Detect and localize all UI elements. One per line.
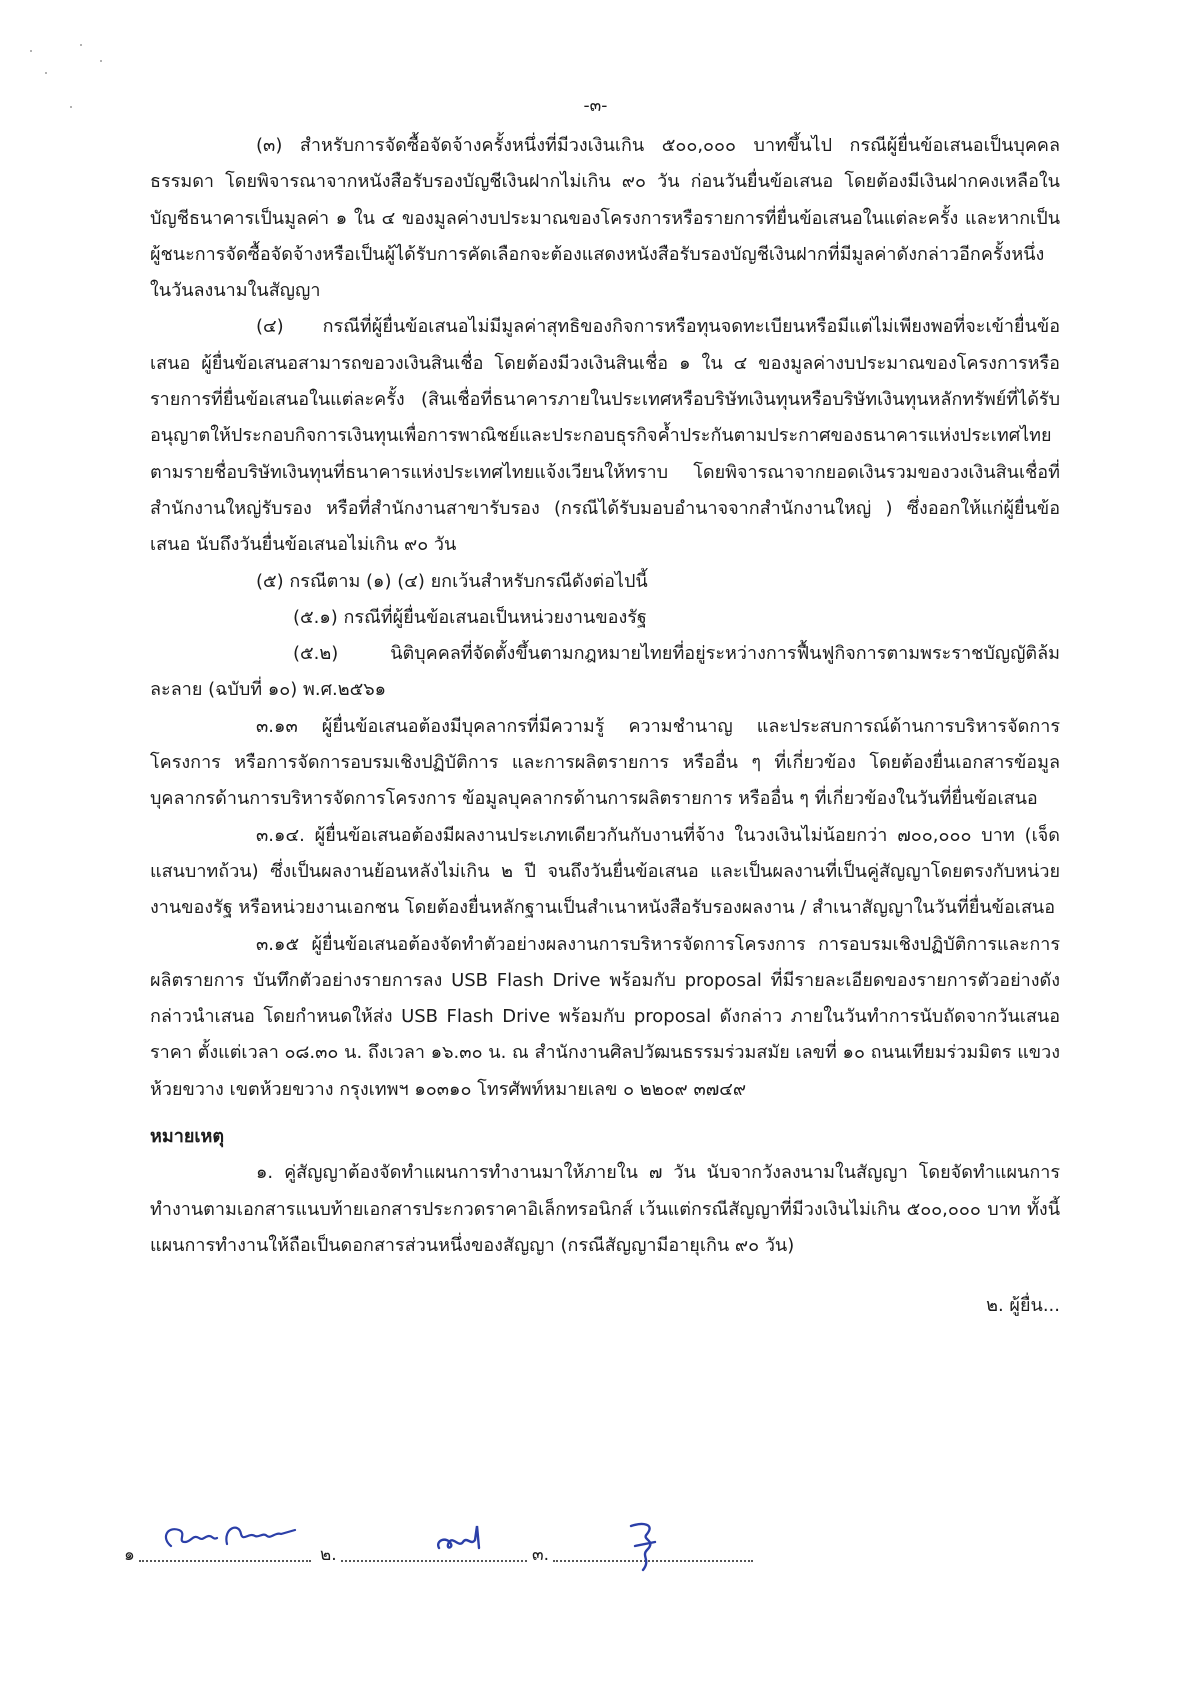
- signature-line: [553, 1560, 753, 1562]
- signature-1: [124, 1541, 311, 1568]
- signature-2: [320, 1541, 527, 1568]
- paragraph-item-5: (๕) กรณีตาม (๑) (๔) ยกเว้นสำหรับกรณีดังต่อไปนี้: [256, 570, 648, 592]
- signature-number: ๓.: [532, 1545, 550, 1565]
- paragraph-item-5-1: (๕.๑) กรณีที่ผู้ยื่นข้อเสนอเป็นหน่วยงานของรัฐ: [293, 606, 647, 628]
- scan-speck: [100, 60, 102, 62]
- page-number: -๓-: [583, 96, 608, 116]
- paragraph-3-13: ๓.๑๓ ผู้ยื่นข้อเสนอต้องมีบุคลากรที่มีความรู้ ความชำนาญ และประสบการณ์ด้านการบริหารจัดการโครงการ หรือการจัดการอบรมเชิงปฏิบัติการ และการผลิตรายการ หรืออื่น ๆ ที่เกี่ยวข้อง โดยต้องยื่นเอกสารข้อมูลบุคลากรด้านการบริหารจัดการโครงการ ข้อมูลบุคลากรด้านการผลิตรายการ หรืออื่น ๆ ที่เกี่ยวข้องในวันที่ยื่นข้อเสนอ: [150, 715, 1060, 810]
- signature-line: [139, 1560, 311, 1562]
- signature-row: [124, 1468, 1044, 1568]
- document-body: [150, 128, 1060, 1325]
- signature-number: ๑: [124, 1545, 135, 1565]
- paragraph-item-5-2: (๕.๒) นิติบุคคลที่จัดตั้งขึ้นตามกฎหมายไทยที่อยู่ระหว่างการฟื้นฟูกิจการตามพระราชบัญญัติล้มละลาย (ฉบับที่ ๑๐) พ.ศ.๒๕๖๑: [150, 643, 1060, 701]
- handwritten-signature-icon: [159, 1508, 309, 1558]
- continued-marker: ๒. ผู้ยื่น...: [986, 1295, 1060, 1317]
- handwritten-signature-icon: [621, 1516, 671, 1576]
- scan-speck: [45, 72, 47, 74]
- handwritten-signature-icon: [431, 1518, 511, 1558]
- paragraph-item-3: (๓) สำหรับการจัดซื้อจัดจ้างครั้งหนึ่งที่มีวงเงินเกิน ๕๐๐,๐๐๐ บาทขึ้นไป กรณีผู้ยื่นข้อเสนอเป็นบุคคลธรรมดา โดยพิจารณาจากหนังสือรับรองบัญชีเงินฝากไม่เกิน ๙๐ วัน ก่อนวันยื่นข้อเสนอ โดยต้องมีเงินฝากคงเหลือในบัญชีธนาคารเป็นมูลค่า ๑ ใน ๔ ของมูลค่างบประมาณของโครงการหรือรายการที่ยื่นข้อเสนอในแต่ละครั้ง และหากเป็นผู้ชนะการจัดซื้อจัดจ้างหรือเป็นผู้ได้รับการคัดเลือกจะต้องแสดงหนังสือรับรองบัญชีเงินฝากที่มีมูลค่าดังกล่าวอีกครั้งหนึ่งในวันลงนามในสัญญา: [150, 135, 1060, 302]
- scan-speck: [80, 44, 82, 46]
- note-heading: หมายเหตุ: [150, 1126, 225, 1148]
- signature-line: [341, 1560, 527, 1562]
- signature-3: [532, 1541, 753, 1568]
- paragraph-item-4: (๔) กรณีที่ผู้ยื่นข้อเสนอไม่มีมูลค่าสุทธิของกิจการหรือทุนจดทะเบียนหรือมีแต่ไม่เพียงพอที่จะเข้ายื่นข้อเสนอ ผู้ยื่นข้อเสนอสามารถขอวงเงินสินเชื่อ โดยต้องมีวงเงินสินเชื่อ ๑ ใน ๔ ของมูลค่างบประมาณของโครงการหรือรายการที่ยื่นข้อเสนอในแต่ละครั้ง (สินเชื่อที่ธนาคารภายในประเทศหรือบริษัทเงินทุนหรือบริษัทเงินทุนหลักทรัพย์ที่ได้รับอนุญาตให้ประกอบกิจการเงินทุนเพื่อการพาณิชย์และประกอบธุรกิจค้ำประกันตามประกาศของธนาคารแห่งประเทศไทย ตามรายชื่อบริษัทเงินทุนที่ธนาคารแห่งประเทศไทยแจ้งเวียนให้ทราบ โดยพิจารณาจากยอดเงินรวมของวงเงินสินเชื่อที่สำนักงานใหญ่รับรอง หรือที่สำนักงานสาขารับรอง (กรณีได้รับมอบอำนาจจากสำนักงานใหญ่ ) ซึ่งออกให้แก่ผู้ยื่นข้อเสนอ นับถึงวันยื่นข้อเสนอไม่เกิน ๙๐ วัน: [150, 316, 1060, 556]
- paragraph-3-14: ๓.๑๔. ผู้ยื่นข้อเสนอต้องมีผลงานประเภทเดียวกันกับงานที่จ้าง ในวงเงินไม่น้อยกว่า ๗๐๐,๐๐๐ บาท (เจ็ดแสนบาทถ้วน) ซึ่งเป็นผลงานย้อนหลังไม่เกิน ๒ ปี จนถึงวันยื่นข้อเสนอ และเป็นผลงานที่เป็นคู่สัญญาโดยตรงกับหน่วยงานของรัฐ หรือหน่วยงานเอกชน โดยต้องยื่นหลักฐานเป็นสำเนาหนังสือรับรองผลงาน / สำเนาสัญญาในวันที่ยื่นข้อเสนอ: [150, 824, 1060, 919]
- paragraph-3-15: ๓.๑๕ ผู้ยื่นข้อเสนอต้องจัดทำตัวอย่างผลงานการบริหารจัดการโครงการ การอบรมเชิงปฏิบัติการและการผลิตรายการ บันทึกตัวอย่างรายการลง USB Flash Drive พร้อมกับ proposal ที่มีรายละเอียดของรายการตัวอย่างดังกล่าวนำเสนอ โดยกำหนดให้ส่ง USB Flash Drive พร้อมกับ proposal ดังกล่าว ภายในวันทำการนับถัดจากวันเสนอราคา ตั้งแต่เวลา ๐๘.๓๐ น. ถึงเวลา ๑๖.๓๐ น. ณ สำนักงานศิลปวัฒนธรรมร่วมสมัย เลขที่ ๑๐ ถนนเทียมร่วมมิตร แขวงห้วยขวาง เขตห้วยขวาง กรุงเทพฯ ๑๐๓๑๐ โทรศัพท์หมายเลข ๐ ๒๒๐๙ ๓๗๔๙: [150, 933, 1060, 1100]
- note-item-1: ๑. คู่สัญญาต้องจัดทำแผนการทำงานมาให้ภายใน ๗ วัน นับจากวังลงนามในสัญญา โดยจัดทำแผนการทำงานตามเอกสารแนบท้ายเอกสารประกวดราคาอิเล็กทรอนิกส์ เว้นแต่กรณีสัญญาที่มีวงเงินไม่เกิน ๕๐๐,๐๐๐ บาท ทั้งนี้แผนการทำงานให้ถือเป็นดอกสารส่วนหนึ่งของสัญญา (กรณีสัญญามีอายุเกิน ๙๐ วัน): [150, 1162, 1060, 1256]
- scan-speck: [30, 50, 32, 52]
- signature-number: ๒.: [320, 1545, 337, 1565]
